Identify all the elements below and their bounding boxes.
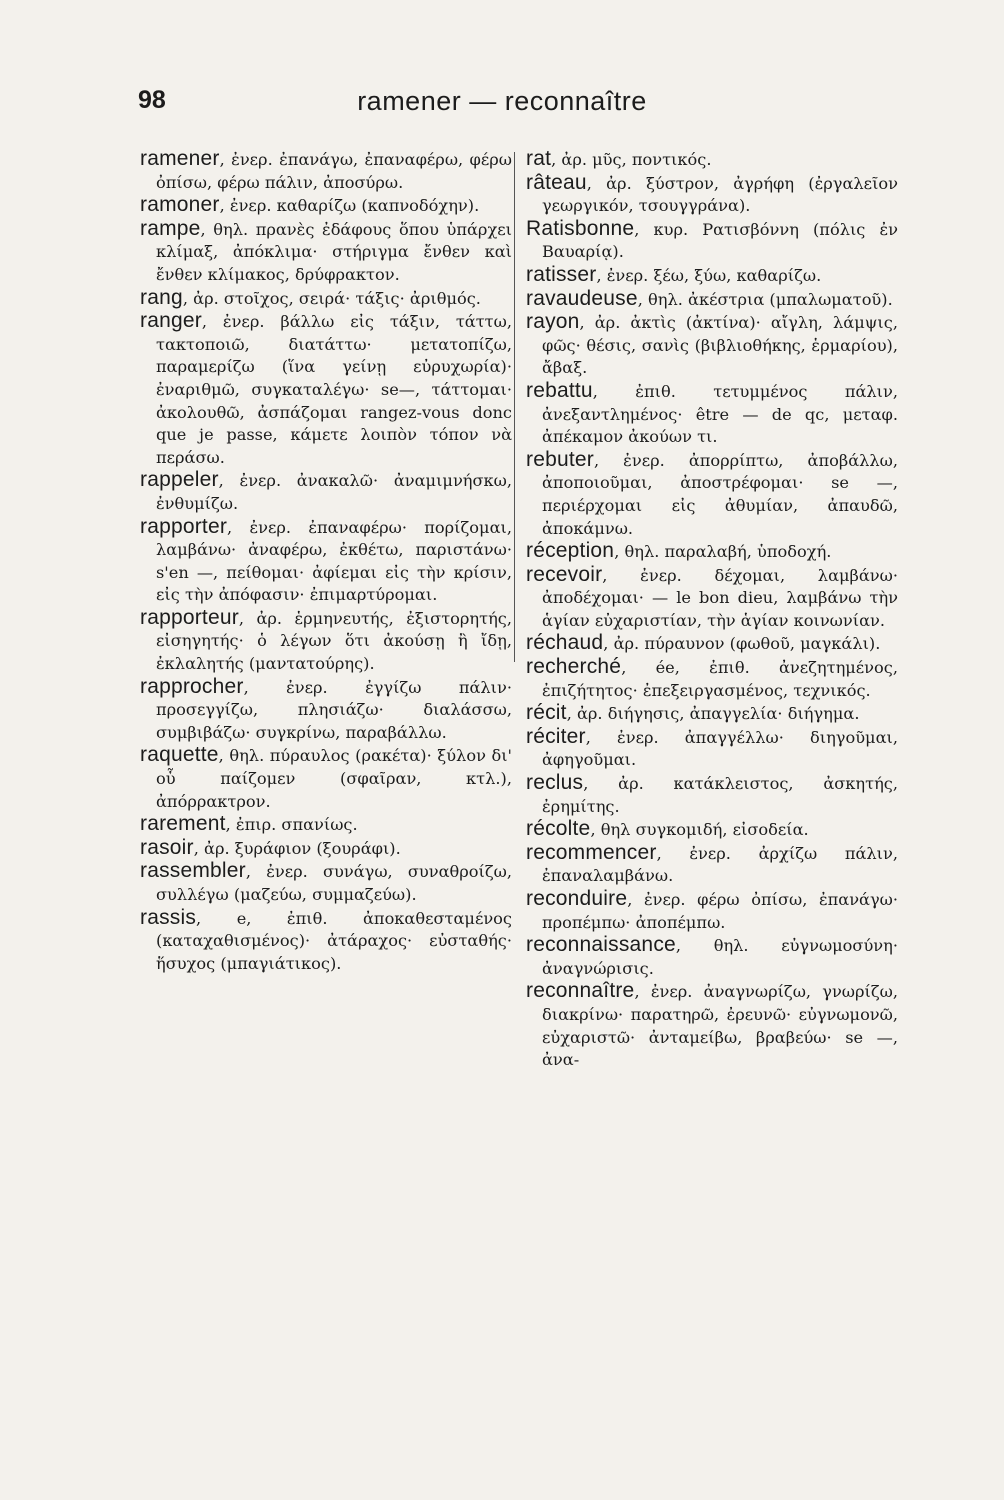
entry-headword: réciter [526,724,586,748]
dictionary-entry [140,194,512,218]
dictionary-entry [526,148,898,172]
entry-definition: , ἐνερ. συνάγω, συναθροίζω, συλλέγω (μαζεύω, συμμαζεύω). [156,862,512,904]
dictionary-entry [140,287,512,311]
entry-headword: ratisser [526,262,597,286]
page-number: 98 [138,86,166,114]
entry-definition: , κυρ. Ρατισβόννη (πόλις ἐν Βαυαρίᾳ). [542,219,898,262]
entry-headword: râteau [526,170,587,194]
entry-definition: , ἐπιθ. τετυμμένος πάλιν, ἀνεξαντλημένος· être — de qc, μεταφ. ἀπέκαμον ἀκούων τι. [542,381,898,447]
entry-definition: , ἐνερ. καθαρίζω (καπνοδόχην). [219,196,480,216]
dictionary-entry [526,656,898,702]
entry-headword: reconduire [526,887,628,910]
entry-definition: , θηλ. εὐγνωμοσύνη· ἀναγνώρισις. [542,936,898,978]
entry-definition: , ée, ἐπιθ. ἀνεζητημένος, ἐπιζήτητος· ἐπεξειργασμένος, τεχνικός. [542,658,898,700]
dictionary-entry [526,632,898,656]
entry-definition: , θηλ. ἀκέστρια (μπαλωματοῦ). [637,289,893,309]
dictionary-entry [526,980,898,1071]
entry-headword: rampe [140,216,201,240]
entry-headword: raquette [140,743,219,767]
dictionary-entry [526,218,898,264]
entry-definition: , ἐνερ. ξέω, ξύω, καθαρίζω. [596,265,822,285]
dictionary-entry [526,311,898,380]
entry-definition: , ἐνερ. ἀπορρίπτω, ἀποβάλλω, ἀποποιοῦμαι, ἀποστρέφομαι· se —, περιέρχομαι εἰς ἀθυμίαν, ἀπαυδῶ, ἀποκάμνω. [542,450,898,538]
running-title: ramener — reconnaître [357,86,647,116]
entry-headword: rassis [140,905,197,929]
entry-headword: reclus [526,771,584,795]
dictionary-entry [140,310,512,469]
entry-headword: recherché [526,655,622,679]
entry-definition: , ἐνερ. ἀρχίζω πάλιν, ἐπαναλαμβάνω. [542,843,898,886]
dictionary-entry [140,516,512,607]
entry-definition: , ἀρ. κατάκλειστος, ἀσκητής, ἐρημίτης. [542,774,898,816]
entry-definition: , ἐπιρ. σπανίως. [225,815,358,835]
dictionary-entry [526,540,898,564]
entry-headword: ranger [140,309,202,333]
entry-definition: , θηλ. πύραυλος (ρακέτα)· ξύλον δι' οὗ παίζομεν (σφαῖραν, κτλ.), ἀπόρρακτρον. [156,746,512,811]
dictionary-entry [526,288,898,312]
dictionary-entry [140,837,512,861]
entry-definition: , θηλ. παραλαβή, ὑποδοχή. [614,542,832,562]
left-column [140,148,512,975]
dictionary-entry [140,469,512,515]
entry-headword: rapporter [140,514,228,538]
entry-headword: Ratisbonne [526,216,635,240]
entry-headword: recevoir [526,562,603,586]
dictionary-entry [526,449,898,540]
dictionary-entry [140,218,512,287]
entry-headword: rapporteur [140,605,239,629]
entry-headword: rasoir [140,835,194,859]
entry-definition: , θηλ. πρανὲς ἐδάφους ὅπου ὑπάρχει κλίμαξ, ἀπόκλιμα· στήριγμα ἔνθεν καὶ ἔνθεν κλίμακος, δρύφρακτον. [156,219,512,284]
entry-definition: , ἀρ. ἀκτὶς (ἀκτίνα)· αἴγλη, λάμψις, φῶς· θέσις, σανὶς (βιβλιοθήκης, ἑρμαρίου), ἄβαξ. [542,313,898,378]
entry-headword: rappeler [140,468,219,492]
entry-headword: rassembler [140,859,246,883]
entry-headword: ravaudeuse [526,286,638,310]
dictionary-entry [140,744,512,813]
entry-headword: reconnaissance [526,933,676,957]
entry-definition: , ἐνερ. φέρω ὀπίσω, ἐπανάγω· προπέμπω· ἀποπέμπω. [542,890,898,932]
dictionary-entry [526,172,898,218]
entry-definition: , ἐνερ. δέχομαι, λαμβάνω· ἀποδέχομαι· — le bon dieu, λαμβάνω τὴν ἁγίαν εὐχαριστίαν, τὴν ἁγίαν κοινωνίαν. [542,565,898,630]
entry-definition: , ἀρ. ξύστρον, ἀγρήφη (ἐργαλεῖον γεωργικόν, τσουγγράνα). [542,173,898,216]
entry-definition: , e, ἐπιθ. ἀποκαθεσταμένος (καταχαθισμένος)· ἀτάραχος· εὐσταθής· ἥσυχος (μπαγιάτικος). [156,908,512,973]
dictionary-entry [526,888,898,934]
entry-headword: rebattu [526,378,593,402]
entry-headword: ramener [140,147,220,170]
entry-headword: rang [140,285,183,309]
dictionary-entry [140,607,512,676]
dictionary-entry [526,934,898,980]
dictionary-entry [140,907,512,976]
entry-definition: , ἀρ. πύραυνον (φωθοῦ, μαγκάλι). [603,634,881,654]
entry-headword: réception [526,539,615,563]
entry-definition: , ἀρ. στοῖχος, σειρά· τάξις· ἀριθμός. [182,288,481,308]
entry-headword: rat [526,147,552,170]
entry-headword: récit [526,701,567,725]
entry-definition: , ἐνερ. ἀνακαλῶ· ἀναμιμνήσκω, ἐνθυμίζω. [156,471,512,513]
entry-headword: recommencer [526,840,657,864]
dictionary-entry [526,564,898,633]
entry-definition: , ἐνερ. ἐπαναφέρω· πορίζομαι, λαμβάνω· ἀναφέρω, ἐκθέτω, παριστάνω· s'en —, πείθομαι· ἀφίεμαι εἰς τὴν κρίσιν, εἰς τὴν ἀπόφασιν· ἐπιμαρτύρομαι. [156,517,512,605]
dictionary-entry [526,380,898,449]
entry-headword: ramoner [140,193,220,217]
entry-definition: , ἐνερ. βάλλω εἰς τάξιν, τάττω, τακτοποιῶ, διατάττω· μετατοπίζω, παραμερίζω (ἵνα γείνῃ εὐρυχωρία)· ἐναριθμῶ, συγκαταλέγω· se—, τάττομαι· ἀκολουθῶ, ἀσπάζομαι rangez-vous donc que je passe, κάμετε λοιπὸν τόπον νὰ περάσω. [156,312,512,467]
entry-definition: , ἀρ. μῦς, ποντικός. [551,150,712,169]
entry-headword: reconnaître [526,979,635,1003]
entry-definition: , ἀρ. ἑρμηνευτής, ἐξιστορητής, εἰσηγητής· ὁ λέγων ὅτι ἀκούσῃ ἢ ἴδῃ, ἐκλαλητής (μαντατούρης). [156,608,512,674]
dictionary-entry [526,726,898,772]
entry-headword: récolte [526,817,591,841]
entry-headword: rarement [140,812,226,836]
entry-definition: , ἀρ. ξυράφιον (ξουράφι). [193,838,401,858]
dictionary-entry [140,813,512,837]
entry-headword: rayon [526,310,580,334]
entry-definition: , ἐνερ. ἀπαγγέλλω· διηγοῦμαι, ἀφηγοῦμαι. [542,727,898,770]
right-column [526,148,898,1072]
column-divider [514,152,515,662]
dictionary-entry [526,818,898,842]
dictionary-entry [526,264,898,288]
entry-definition: , ἐνερ. ἐπανάγω, ἐπαναφέρω, φέρω ὀπίσω, φέρω πάλιν, ἀποσύρω. [156,150,512,192]
entry-definition: , ἀρ. διήγησις, ἀπαγγελία· διήγημα. [566,704,860,724]
dictionary-entry [140,148,512,194]
entry-definition: , ἐνερ. ἀναγνωρίζω, γνωρίζω, διακρίνω· παρατηρῶ, ἐρευνῶ· εὐγνωμονῶ, εὐχαριστῶ· ἀνταμείβω, βραβεύω· se —, ἀνα- [542,982,898,1070]
entry-definition: , ἐνερ. ἐγγίζω πάλιν· προσεγγίζω, πλησιάζω· διαλάσσω, συμβιβάζω· συγκρίνω, παραβάλλω. [156,677,512,742]
dictionary-entry [526,702,898,726]
dictionary-entry [526,842,898,888]
dictionary-entry [140,676,512,745]
entry-headword: réchaud [526,631,604,655]
entry-headword: rebuter [526,447,594,471]
entry-headword: rapprocher [140,674,244,698]
dictionary-entry [526,772,898,818]
dictionary-entry [140,860,512,906]
entry-definition: , θηλ συγκομιδή, εἰσοδεία. [590,820,809,840]
